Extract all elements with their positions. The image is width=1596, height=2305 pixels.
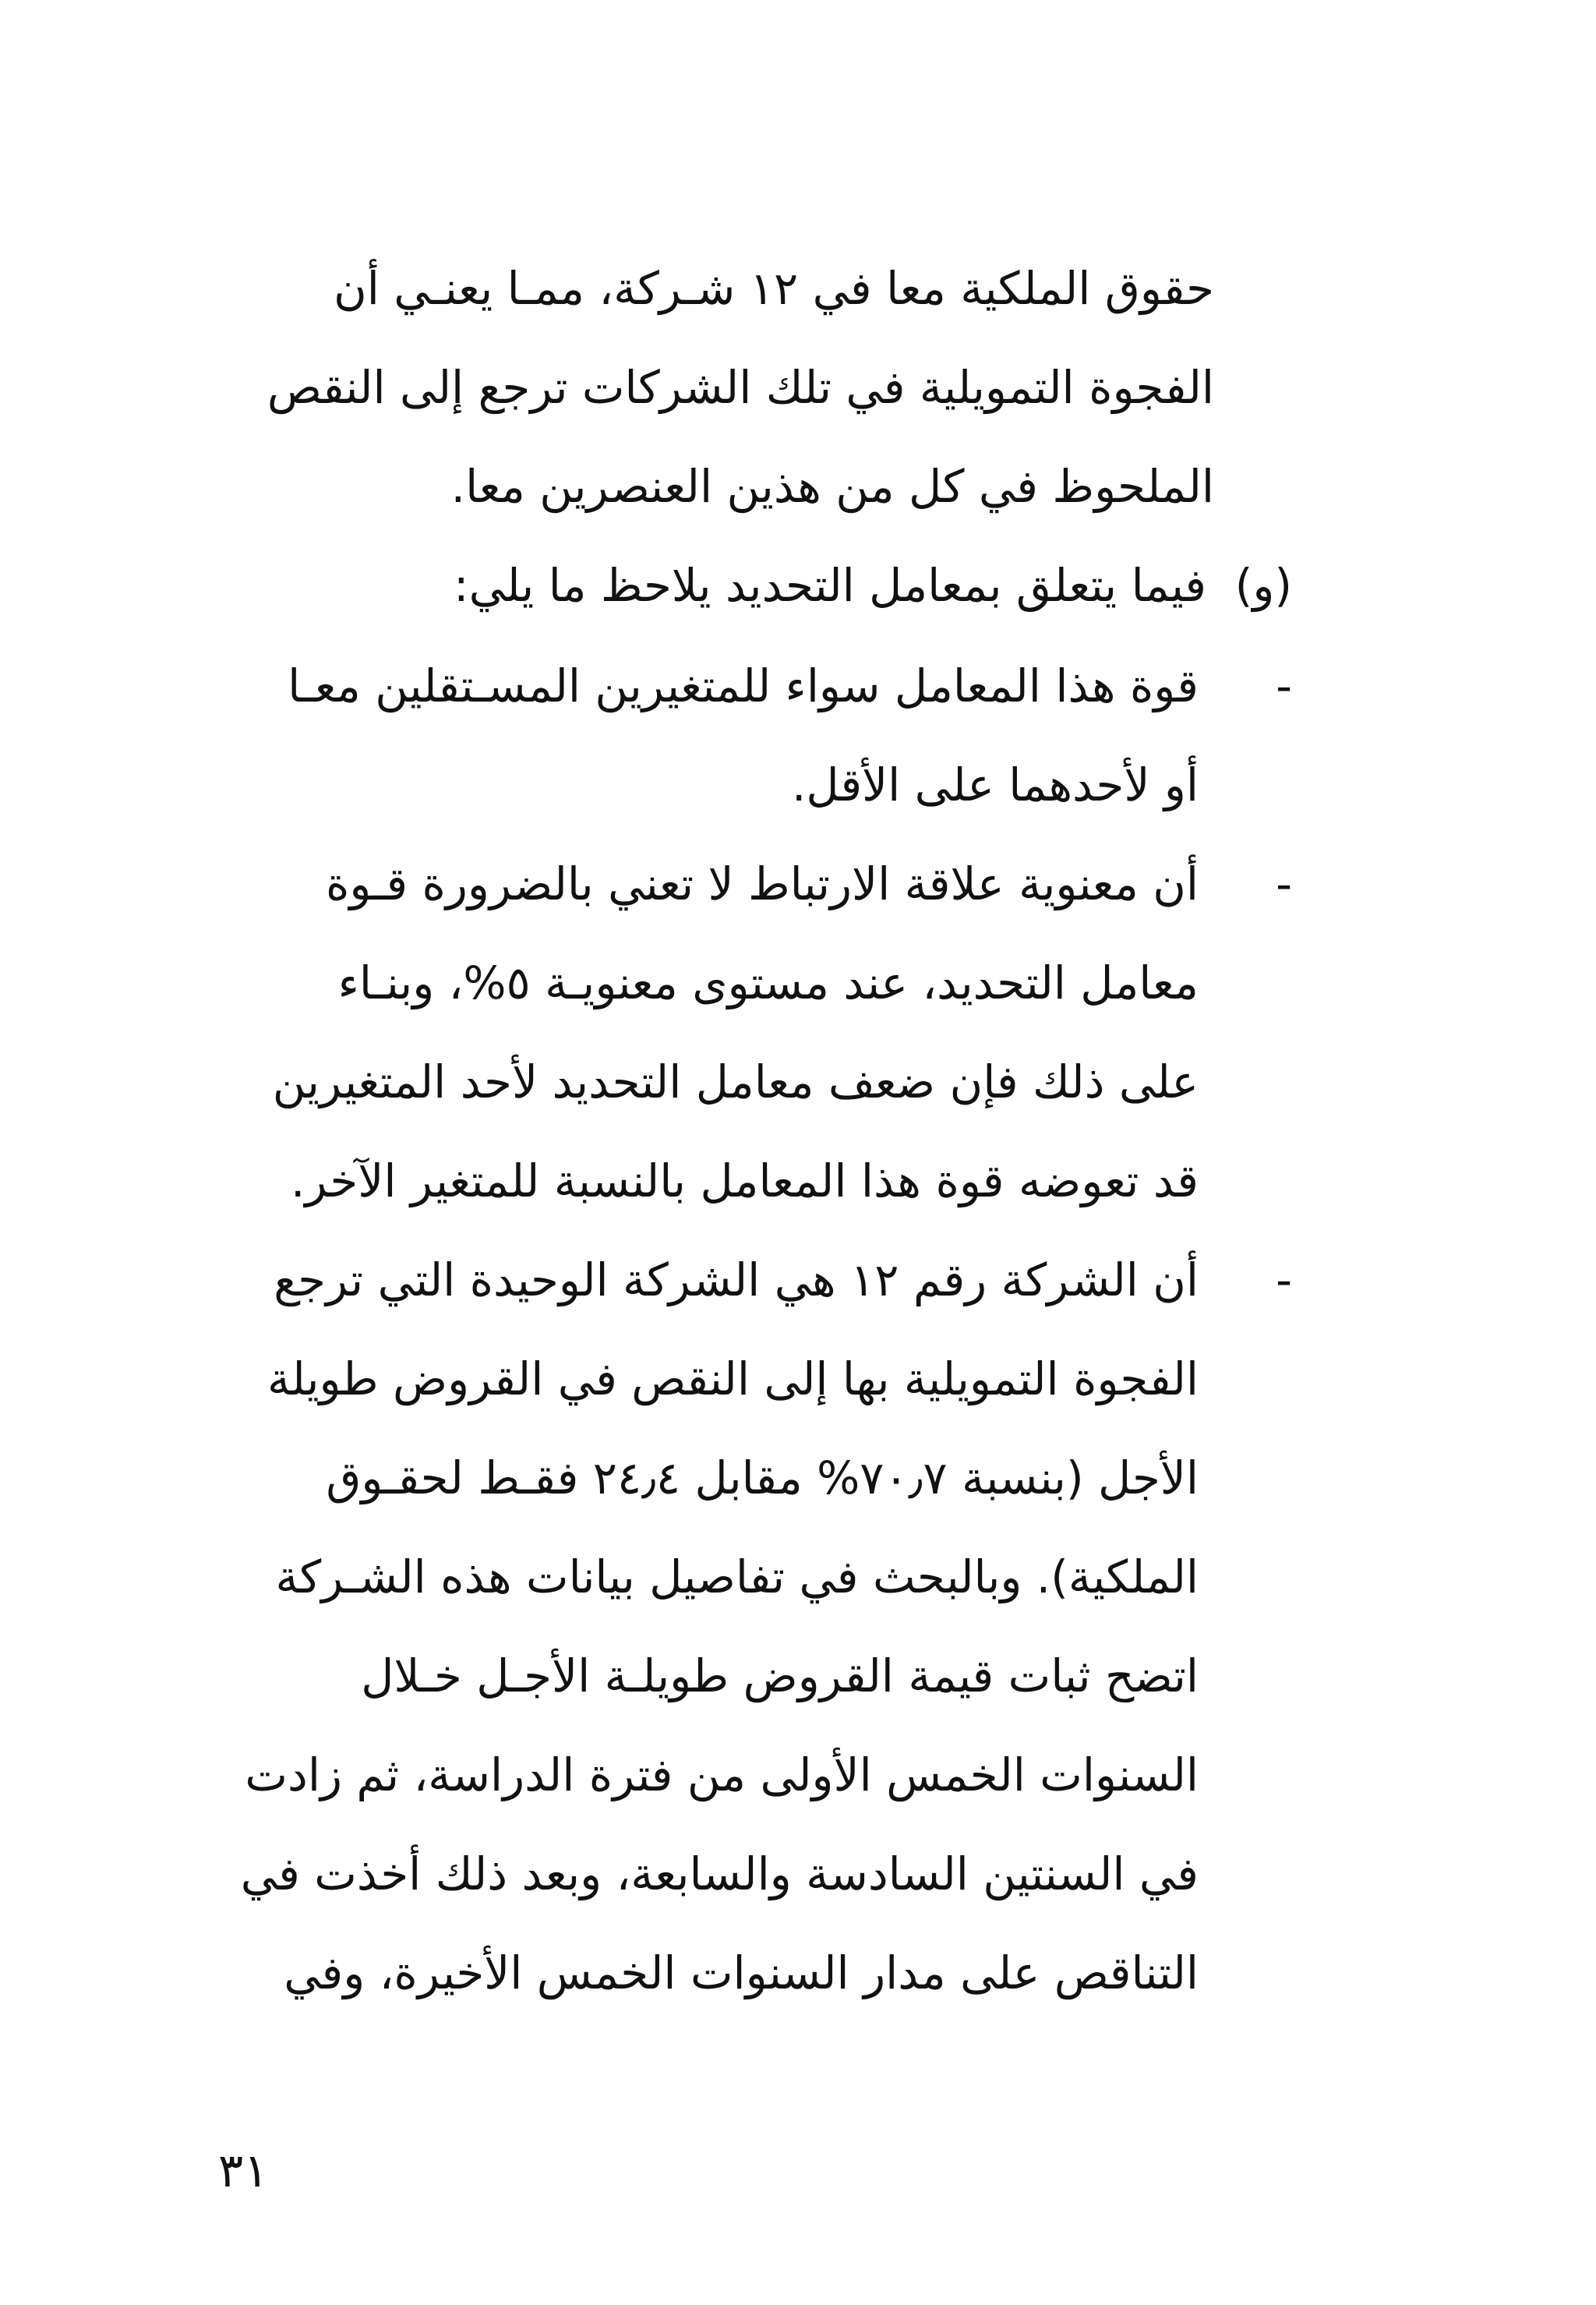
paragraph-line: الفجوة التمويلية في تلك الشركات ترجع إلى النقص bbox=[267, 361, 1214, 414]
bullet-line: الملكية). وبالبحث في تفاصيل بيانات هذه الشـركة bbox=[275, 1550, 1199, 1603]
bullet-line: معامل التحديد، عند مستوى معنويـة ٥%، وبنـاء bbox=[337, 956, 1199, 1009]
bullet-line: قد تعوضه قوة هذا المعامل بالنسبة للمتغير الآخر. bbox=[290, 1154, 1199, 1207]
bullet-dash: - bbox=[1276, 659, 1292, 712]
page-number: ٣١ bbox=[218, 2144, 269, 2198]
paragraph-line: الملحوظ في كل من هذين العنصرين معا. bbox=[450, 460, 1214, 513]
paragraph-line: حقوق الملكية معا في ١٢ شـركة، ممـا يعنـي أن bbox=[334, 262, 1214, 315]
bullet-line: أن الشركة رقم ١٢ هي الشركة الوحيدة التي ترجع bbox=[274, 1253, 1199, 1306]
bullet-line: السنوات الخمس الأولى من فترة الدراسة، ثم زادت bbox=[245, 1748, 1199, 1801]
bullet-dash: - bbox=[1276, 1253, 1292, 1306]
bullet-line: في السنتين السادسة والسابعة، وبعد ذلك أخذت في bbox=[240, 1847, 1199, 1900]
bullet-line: أو لأحدهما على الأقل. bbox=[791, 758, 1199, 811]
bullet-dash: - bbox=[1276, 857, 1292, 910]
bullet-line: على ذلك فإن ضعف معامل التحديد لأحد المتغيرين bbox=[272, 1055, 1199, 1108]
item-text: فيما يتعلق بمعامل التحديد يلاحظ ما يلي: bbox=[454, 559, 1206, 612]
bullet-line: قوة هذا المعامل سواء للمتغيرين المسـتقلين معـا bbox=[288, 659, 1199, 712]
bullet-line: اتضح ثبات قيمة القروض طويلـة الأجـل خـلال bbox=[361, 1649, 1199, 1702]
bullet-line: أن معنوية علاقة الارتباط لا تعني بالضرورة قـوة bbox=[325, 857, 1199, 910]
bullet-line: التناقص على مدار السنوات الخمس الأخيرة، وفي bbox=[284, 1946, 1199, 1999]
item-label: (و) bbox=[1234, 559, 1292, 612]
bullet-line: الفجوة التمويلية بها إلى النقص في القروض طويلة bbox=[267, 1352, 1199, 1405]
bullet-line: الأجل (بنسبة ٧٠٫٧% مقابل ٢٤٫٤ فقـط لحقـوق bbox=[326, 1451, 1199, 1504]
